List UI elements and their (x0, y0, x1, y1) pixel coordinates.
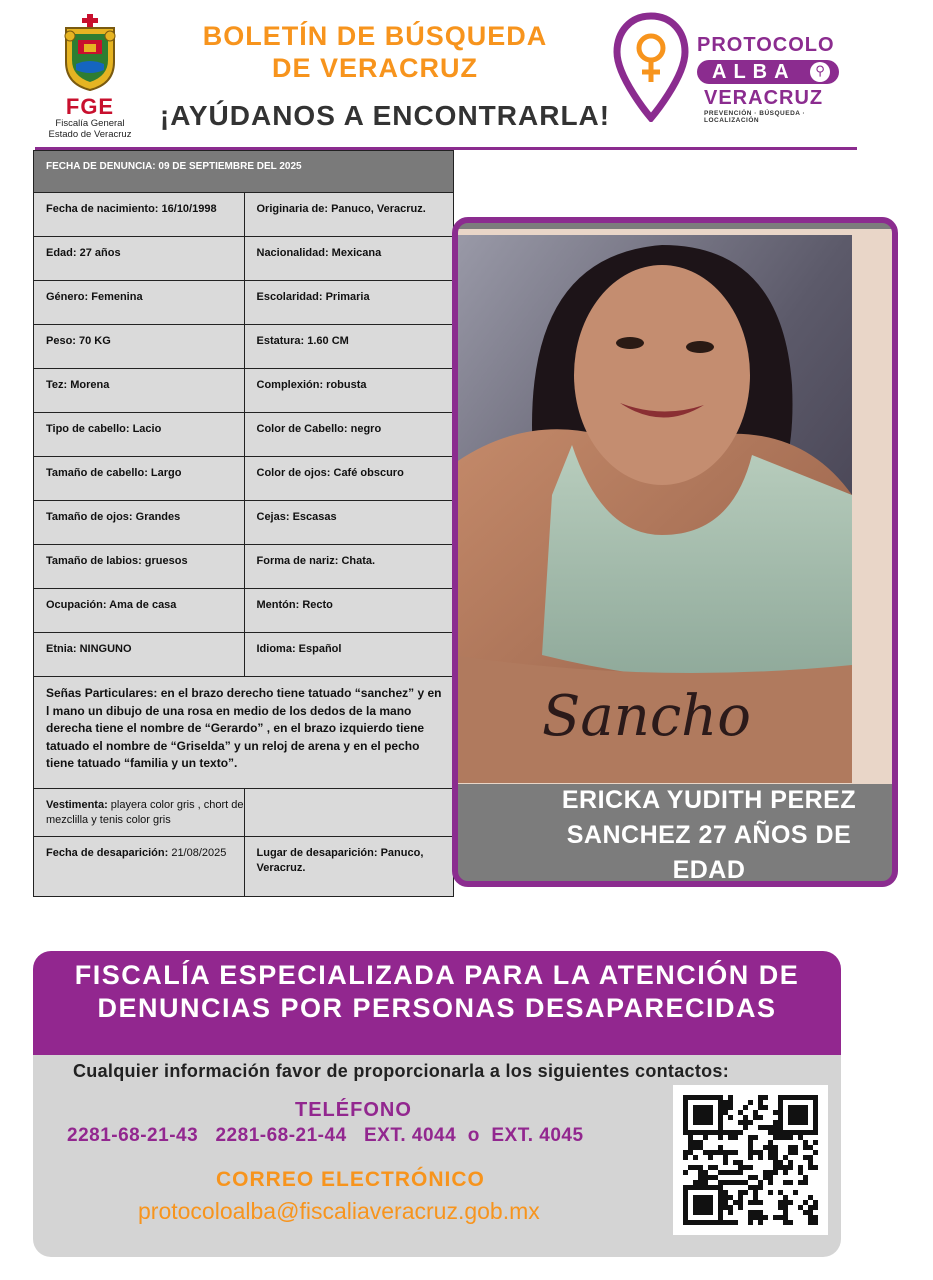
qr-module (768, 1145, 773, 1150)
table-row (34, 412, 453, 456)
qr-module (693, 1145, 698, 1150)
qr-module (778, 1205, 783, 1210)
ethnicity-cell: Etnia: NINGUNO (46, 643, 132, 655)
qr-module (733, 1180, 738, 1185)
qr-module (738, 1165, 743, 1170)
nose-shape-cell: Forma de nariz: Chata. (244, 545, 454, 588)
qr-module (798, 1165, 803, 1170)
qr-module (813, 1220, 818, 1225)
height-cell: Estatura: 1.60 CM (244, 325, 454, 368)
qr-module (738, 1130, 743, 1135)
origin-cell: Originaria de: Panuco, Veracruz. (244, 193, 454, 236)
qr-module (763, 1215, 768, 1220)
qr-module (743, 1125, 748, 1130)
qr-module (748, 1145, 753, 1150)
email-label: CORREO ELECTRÓNICO (216, 1168, 485, 1191)
qr-module (753, 1215, 758, 1220)
distinguishing-marks-row: Señas Particulares: en el brazo derecho tiene tatuado “sanchez” y en l mano un dibujo de una rosa en medio de los dedos de la mano derecha tiene el nombre de “Gerardo” , en el brazo izquierdo tiene tatuado el nombre de “Griselda” y un reloj de arena y en el pecho tiene tatuado “familia y un texto”. (34, 676, 453, 788)
contact-intro: Cualquier información favor de proporcionarla a los siguientes contactos: (73, 1061, 730, 1081)
bulletin-header (0, 0, 933, 150)
qr-module (708, 1165, 713, 1170)
qr-module (768, 1175, 773, 1180)
search-icon: ⚲ (810, 62, 830, 82)
qr-module (718, 1180, 723, 1185)
lip-size-cell: Tamaño de labios: gruesos (46, 555, 188, 567)
protocolo-alba-logo (612, 12, 847, 127)
qr-module (758, 1100, 763, 1105)
qr-module (808, 1145, 813, 1150)
table-row (34, 456, 453, 500)
qr-module (788, 1135, 793, 1140)
qr-module (783, 1200, 788, 1205)
qr-module (738, 1205, 743, 1210)
phone-numbers[interactable]: 2281-68-21-43 2281-68-21-44 EXT. 4044 o EXT. 4045 (67, 1125, 584, 1146)
qr-module (733, 1130, 738, 1135)
qr-module (748, 1210, 753, 1215)
qr-module (748, 1155, 753, 1160)
qr-module (753, 1190, 758, 1195)
qr-module (813, 1205, 818, 1210)
portrait-illustration (452, 235, 852, 783)
qr-module (733, 1170, 738, 1175)
qr-module (768, 1130, 773, 1135)
qr-module (688, 1135, 693, 1140)
report-date-row: FECHA DE DENUNCIA: 09 DE SEPTIEMBRE DEL 2025 (34, 151, 453, 192)
contact-panel (33, 1055, 841, 1257)
qr-module (723, 1105, 728, 1110)
qr-module (773, 1130, 778, 1135)
qr-module (748, 1175, 753, 1180)
table-row (34, 280, 453, 324)
qr-module (708, 1150, 713, 1155)
qr-module (813, 1215, 818, 1220)
qr-module (728, 1100, 733, 1105)
qr-module (738, 1190, 743, 1195)
qr-module (773, 1150, 778, 1155)
qr-module (808, 1195, 813, 1200)
qr-module (788, 1145, 793, 1150)
qr-module (723, 1170, 728, 1175)
qr-module (773, 1215, 778, 1220)
qr-module (753, 1175, 758, 1180)
qr-module (723, 1190, 728, 1195)
qr-module (788, 1165, 793, 1170)
qr-module (773, 1135, 778, 1140)
qr-module (773, 1145, 778, 1150)
missing-date-value: 21/08/2025 (168, 847, 227, 859)
qr-module (783, 1205, 788, 1210)
occupation-cell: Ocupación: Ama de casa (46, 599, 177, 611)
table-row (34, 588, 453, 632)
qr-module (763, 1170, 768, 1175)
qr-module (738, 1160, 743, 1165)
qr-module (758, 1180, 763, 1185)
qr-module (773, 1125, 778, 1130)
qr-module (748, 1100, 753, 1105)
qr-module (758, 1185, 763, 1190)
qr-module (813, 1140, 818, 1145)
qr-module (723, 1150, 728, 1155)
hair-length-cell: Tamaño de cabello: Largo (46, 467, 182, 479)
qr-module (773, 1170, 778, 1175)
qr-module (718, 1150, 723, 1155)
missing-person-name: ERICKA YUDITH PEREZ SANCHEZ 27 AÑOS DE EDAD (561, 786, 857, 884)
qr-module (743, 1165, 748, 1170)
qr-module (748, 1165, 753, 1170)
qr-module (803, 1200, 808, 1205)
qr-module (803, 1155, 808, 1160)
qr-module (688, 1165, 693, 1170)
qr-module (758, 1220, 763, 1225)
skin-tone-cell: Tez: Morena (46, 379, 110, 391)
eye-color-cell: Color de ojos: Café obscuro (244, 457, 454, 500)
qr-module (693, 1140, 698, 1145)
qr-module (748, 1135, 753, 1140)
qr-module (713, 1150, 718, 1155)
table-row (34, 836, 453, 896)
qr-module (743, 1115, 748, 1120)
qr-module (733, 1200, 738, 1205)
qr-module (763, 1175, 768, 1180)
qr-module (728, 1150, 733, 1155)
qr-code[interactable] (673, 1085, 828, 1235)
qr-module (728, 1135, 733, 1140)
missing-date-label: Fecha de desaparición: (46, 847, 169, 859)
qr-module (788, 1105, 808, 1125)
qr-module (798, 1180, 803, 1185)
qr-module (723, 1160, 728, 1165)
build-cell: Complexión: robusta (244, 369, 454, 412)
table-row (34, 500, 453, 544)
hair-color-cell: Color de Cabello: negro (244, 413, 454, 456)
qr-module (788, 1150, 793, 1155)
qr-module (728, 1130, 733, 1135)
fge-logo (40, 10, 140, 140)
qr-module (728, 1205, 733, 1210)
qr-module (758, 1155, 763, 1160)
qr-module (693, 1195, 713, 1215)
qr-module (743, 1180, 748, 1185)
qr-module (693, 1165, 698, 1170)
qr-module (783, 1220, 788, 1225)
table-row (34, 324, 453, 368)
qr-module (703, 1170, 708, 1175)
qr-module (788, 1160, 793, 1165)
qr-module (688, 1140, 693, 1145)
qr-module (728, 1210, 733, 1215)
qr-module (778, 1215, 783, 1220)
qr-module (783, 1210, 788, 1215)
qr-module (718, 1145, 723, 1150)
qr-module (738, 1200, 743, 1205)
qr-module (698, 1175, 703, 1180)
qr-module (723, 1130, 728, 1135)
eye-size-cell: Tamaño de ojos: Grandes (46, 511, 181, 523)
table-row (34, 192, 453, 236)
qr-module (803, 1175, 808, 1180)
qr-module (703, 1180, 708, 1185)
missing-place-cell: Lugar de desaparición: Panuco, Veracruz. (244, 837, 454, 896)
qr-module (778, 1165, 783, 1170)
fge-name: Fiscalía General Estado de Veracruz (48, 118, 132, 140)
qr-module (728, 1170, 733, 1175)
qr-module (768, 1125, 773, 1130)
qr-module (728, 1115, 733, 1120)
qr-module (773, 1120, 778, 1125)
qr-module (743, 1105, 748, 1110)
qr-module (738, 1110, 743, 1115)
qr-module (788, 1200, 793, 1205)
qr-module (763, 1095, 768, 1100)
qr-module (778, 1160, 783, 1165)
qr-module (778, 1135, 783, 1140)
qr-module (753, 1195, 758, 1200)
table-row (34, 632, 453, 676)
qr-module (813, 1165, 818, 1170)
qr-module (753, 1210, 758, 1215)
qr-module (808, 1210, 813, 1215)
qr-module (738, 1195, 743, 1200)
missing-person-photo (452, 235, 852, 783)
email-address[interactable]: protocoloalba@fiscaliaveracruz.gob.mx (138, 1198, 540, 1224)
qr-module (683, 1155, 688, 1160)
qr-module (758, 1115, 763, 1120)
qr-module (703, 1150, 708, 1155)
eyebrows-cell: Cejas: Escasas (244, 501, 454, 544)
table-row (34, 368, 453, 412)
qr-module (763, 1125, 768, 1130)
birth-date-cell: Fecha de nacimiento: 16/10/1998 (46, 203, 217, 215)
qr-module (748, 1150, 753, 1155)
tattoo-text: Sancho (542, 684, 751, 749)
qr-module (723, 1220, 728, 1225)
qr-code-icon (673, 1085, 828, 1235)
qr-module (693, 1105, 713, 1125)
clothing-label: Vestimenta: (46, 799, 108, 811)
qr-module (758, 1125, 763, 1130)
qr-module (793, 1150, 798, 1155)
location-pin-female-icon (612, 12, 690, 122)
qr-module (718, 1170, 723, 1175)
qr-module (768, 1180, 773, 1185)
empty-cell (244, 789, 454, 836)
qr-module (728, 1180, 733, 1185)
qr-module (723, 1180, 728, 1185)
missing-date-cell (34, 837, 244, 896)
qr-module (713, 1175, 718, 1180)
qr-module (808, 1160, 813, 1165)
qr-module (758, 1215, 763, 1220)
qr-module (698, 1140, 703, 1145)
qr-module (788, 1220, 793, 1225)
education-cell: Escolaridad: Primaria (244, 281, 454, 324)
qr-module (698, 1165, 703, 1170)
qr-module (753, 1150, 758, 1155)
veracruz-shield-icon (60, 14, 120, 92)
qr-module (723, 1100, 728, 1105)
qr-module (758, 1150, 763, 1155)
qr-module (693, 1155, 698, 1160)
qr-module (698, 1180, 703, 1185)
qr-module (808, 1215, 813, 1220)
qr-module (688, 1145, 693, 1150)
alba-veracruz-text: VERACRUZ (704, 87, 824, 109)
missing-person-card (452, 217, 898, 887)
qr-module (803, 1140, 808, 1145)
table-row (34, 236, 453, 280)
qr-module (803, 1180, 808, 1185)
qr-module (738, 1170, 743, 1175)
agency-title: FISCALÍA ESPECIALIZADA PARA LA ATENCIÓN DE DENUNCIAS POR PERSONAS DESAPARECIDAS (74, 960, 800, 1023)
qr-module (798, 1170, 803, 1175)
alba-word: ALBA (712, 61, 796, 83)
photo-frame (452, 229, 898, 784)
qr-module (728, 1220, 733, 1225)
qr-module (783, 1155, 788, 1160)
qr-module (733, 1135, 738, 1140)
qr-module (748, 1185, 753, 1190)
qr-module (808, 1155, 813, 1160)
weight-cell: Peso: 70 KG (46, 335, 111, 347)
qr-module (773, 1155, 778, 1160)
hair-type-cell: Tipo de cabello: Lacio (46, 423, 162, 435)
bulletin-title: BOLETÍN DE BÚSQUEDA DE VERACRUZ (202, 21, 548, 83)
qr-module (783, 1165, 788, 1170)
qr-module (768, 1170, 773, 1175)
qr-module (798, 1205, 803, 1210)
table-row (34, 788, 453, 836)
qr-module (693, 1180, 698, 1185)
qr-module (813, 1150, 818, 1155)
qr-module (808, 1205, 813, 1210)
qr-module (733, 1160, 738, 1165)
qr-module (768, 1150, 773, 1155)
nationality-cell: Nacionalidad: Mexicana (244, 237, 454, 280)
qr-module (803, 1145, 808, 1150)
qr-module (763, 1145, 768, 1150)
qr-module (753, 1110, 758, 1115)
qr-module (703, 1175, 708, 1180)
age-cell: Edad: 27 años (46, 247, 121, 259)
qr-module (723, 1200, 728, 1205)
qr-module (743, 1190, 748, 1195)
qr-module (758, 1095, 763, 1100)
clothing-value: playera color gris , chort de mezclilla y tenis color gris (46, 799, 244, 826)
phone-label: TELÉFONO (295, 1099, 412, 1121)
qr-module (768, 1190, 773, 1195)
qr-module (733, 1150, 738, 1155)
qr-module (758, 1200, 763, 1205)
qr-module (708, 1175, 713, 1180)
alba-protocolo-text: PROTOCOLO (697, 34, 835, 56)
qr-module (728, 1105, 733, 1110)
qr-module (773, 1110, 778, 1115)
qr-module (728, 1095, 733, 1100)
qr-module (748, 1140, 753, 1145)
agency-banner (33, 951, 841, 1059)
qr-module (808, 1220, 813, 1225)
qr-module (783, 1215, 788, 1220)
qr-module (723, 1110, 728, 1115)
qr-module (723, 1205, 728, 1210)
qr-module (713, 1165, 718, 1170)
qr-module (813, 1200, 818, 1205)
qr-module (788, 1180, 793, 1185)
qr-module (758, 1105, 763, 1110)
qr-module (768, 1155, 773, 1160)
qr-module (698, 1170, 703, 1175)
table-row (34, 544, 453, 588)
qr-module (708, 1155, 713, 1160)
qr-module (753, 1135, 758, 1140)
gender-cell: Género: Femenina (46, 291, 143, 303)
qr-module (738, 1180, 743, 1185)
qr-module (808, 1165, 813, 1170)
qr-module (683, 1170, 688, 1175)
qr-module (783, 1195, 788, 1200)
language-cell: Idioma: Español (244, 633, 454, 676)
qr-module (753, 1200, 758, 1205)
qr-module (748, 1215, 753, 1220)
qr-module (748, 1120, 753, 1125)
fge-abbreviation: FGE (65, 94, 115, 119)
qr-module (763, 1105, 768, 1110)
qr-module (733, 1220, 738, 1225)
qr-module (738, 1120, 743, 1125)
qr-module (793, 1145, 798, 1150)
qr-module (718, 1135, 723, 1140)
qr-module (783, 1135, 788, 1140)
qr-module (758, 1210, 763, 1215)
qr-module (803, 1210, 808, 1215)
qr-module (688, 1150, 693, 1155)
qr-module (773, 1165, 778, 1170)
person-data-table (33, 150, 454, 897)
qr-module (743, 1120, 748, 1125)
alba-tagline: PREVENCIÓN · BÚSQUEDA · LOCALIZACIÓN (704, 110, 806, 124)
qr-module (698, 1145, 703, 1150)
qr-module (748, 1220, 753, 1225)
qr-module (783, 1170, 788, 1175)
qr-module (703, 1135, 708, 1140)
qr-module (778, 1200, 783, 1205)
qr-module (728, 1195, 733, 1200)
qr-module (753, 1185, 758, 1190)
qr-module (768, 1140, 773, 1145)
qr-module (793, 1190, 798, 1195)
qr-module (778, 1190, 783, 1195)
clothing-cell (34, 789, 244, 836)
qr-module (723, 1195, 728, 1200)
chin-cell: Mentón: Recto (244, 589, 454, 632)
qr-module (798, 1135, 803, 1140)
help-find-her-title: ¡AYÚDANOS A ENCONTRARLA! (159, 100, 611, 131)
qr-module (748, 1200, 753, 1205)
qr-module (773, 1160, 778, 1165)
qr-module (683, 1150, 688, 1155)
qr-module (723, 1155, 728, 1160)
qr-module (753, 1115, 758, 1120)
qr-module (783, 1180, 788, 1185)
